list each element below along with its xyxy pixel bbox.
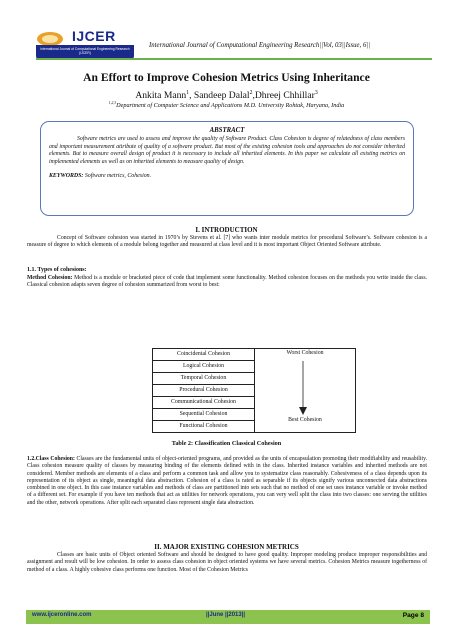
- footer-date: ||June ||2013||: [206, 612, 246, 618]
- arrow-down-icon: [293, 359, 313, 417]
- keywords-label: KEYWORDS:: [49, 173, 84, 179]
- table-row: Procedural Cohesion: [153, 385, 254, 397]
- journal-line: International Journal of Computational Engineering Research||Vol, 03||Issue, 6||: [149, 42, 371, 49]
- logo-word: IJCER: [72, 28, 116, 44]
- abstract-box: [40, 121, 414, 216]
- header-rule: [36, 58, 432, 60]
- keywords-text: Software metrics, Cohesion.: [84, 173, 152, 179]
- affiliation-sup: 1,2,3: [108, 100, 117, 105]
- journal-logo: [36, 26, 134, 60]
- cohesion-table: [152, 348, 356, 433]
- paper-title: An Effort to Improve Cohesion Metrics Using Inheritance: [83, 71, 370, 84]
- footer-page: Page 8: [402, 611, 424, 619]
- table-caption: Table 2: Classification Classical Cohesion: [171, 440, 282, 447]
- page-footer: [26, 610, 430, 624]
- author-list: Ankita Mann$^1$, Sandeep Dalal$^2$,Dhreej Chhillar$^3$: [135, 89, 318, 101]
- class-cohesion-label: 1.2.Class Cohesion:: [27, 456, 75, 462]
- table-row: Coincidental Cohesion: [153, 349, 254, 361]
- author-2: Sandeep Dalal: [193, 90, 250, 101]
- method-cohesion-label: Method Cohesion:: [27, 275, 73, 281]
- table-row: Communicational Cohesion: [153, 397, 254, 409]
- affiliation-text: Department of Computer Science and Applications M.D. University Rohtak, Haryana, India: [116, 102, 345, 109]
- author-1: Ankita Mann: [135, 90, 187, 101]
- best-cohesion-label: Best Cohesion: [288, 417, 322, 423]
- method-cohesion-text: Method is a module or bracketed piece of code that implement some functionality. Method cohesion focuses on the methods you write inside the class. Classical cohesion adapts seven degree of cohesion summarized from worst to best:: [27, 275, 428, 289]
- section-2-paragraph: Classes are basic units of Object oriented Software and should be designed to have good quality. Improper modeling produce improper responsibilities and assignment and result will be low cohesion. In order to assess class cohesion in object oriented systems we have several metrics. Cohesion Metrics measure togetherness of method of a class. A highly cohesive class performs one function. Most of the Cohesion Metrics: [27, 552, 427, 573]
- method-cohesion-paragraph: [27, 275, 427, 290]
- keywords: [49, 173, 405, 179]
- logo-tagline: International Journal of Computational Engineering Research (IJCER): [36, 45, 134, 60]
- table-row: Sequential Cohesion: [153, 409, 254, 421]
- table-row: Functional Cohesion: [179, 423, 228, 429]
- affiliation: [0, 102, 453, 109]
- class-cohesion-text: Classes are the fundamental units of object-oriented programs, and provided as the units of encapsulation promoting their modifiability and reusability. Class cohesion measure quality of classes by measuring binding of the elements defined with in the class. Inherited instance variables and inherited methods are not considered. Member methods are elements of a class and perform a common task and allow you to systematize class reasonably. Cohesiveness of a class depends upon its representation of its object as single, meaningful data abstraction. Cohesion of a class is rated as separable if its objects signify various unconnected data abstractions combined in one object. In this case instance variables and methods of class are partitioned into sets such that no method of one set uses instance variable or invoke method of a different set. For example if you have ten methods that act as utilities for network operations, you can very well split the class into two classes: one serving the utilities and the other, network operations. After split each separated class represent single data abstraction.: [27, 456, 428, 506]
- table-row: Temporal Cohesion: [153, 373, 254, 385]
- author-1-sup: 1: [186, 89, 190, 96]
- worst-cohesion-label: Worst Cohesion: [286, 350, 324, 356]
- intro-paragraph: Concept of Software cohesion was started in 1970’s by Stevens et al. [7] who wants inter module metrics for procedural Software’s. Software cohesion is a measure of degree to which elements of a module belong together and measured at class level and it is most important Object Oriented Software attribute.: [27, 235, 427, 249]
- abstract-heading: ABSTRACT: [209, 127, 245, 134]
- author-3-sup: 3: [314, 89, 318, 96]
- cohesion-types-column: [153, 349, 255, 433]
- abstract-text: Software metrics are used to assess and improve the quality of Software Product. Class Cohesion is degree of relatedness of class members and important measurement attribute of quality of a software product. But most of the existing cohesion tools and approaches do not consider inherited elements. But to measure overall design of product it is necessary to include all inherited elements. In this paper we calculate all existing metrics on implemented elements as well as on inherited elements to measure quality of design.: [49, 136, 405, 165]
- class-cohesion-paragraph: [27, 456, 427, 507]
- author-3: Dhreej Chhillar: [254, 90, 315, 101]
- section-2-heading: II. MAJOR EXISTING COHESION METRICS: [154, 543, 299, 551]
- subsection-1-1-heading: 1.1. Types of cohesions:: [27, 267, 87, 273]
- footer-url: www.ijceronline.com: [32, 612, 92, 618]
- section-1-heading: I. INTRODUCTION: [195, 226, 258, 234]
- table-row: Logical Cohesion: [153, 361, 254, 373]
- author-2-sup: 2: [249, 89, 253, 96]
